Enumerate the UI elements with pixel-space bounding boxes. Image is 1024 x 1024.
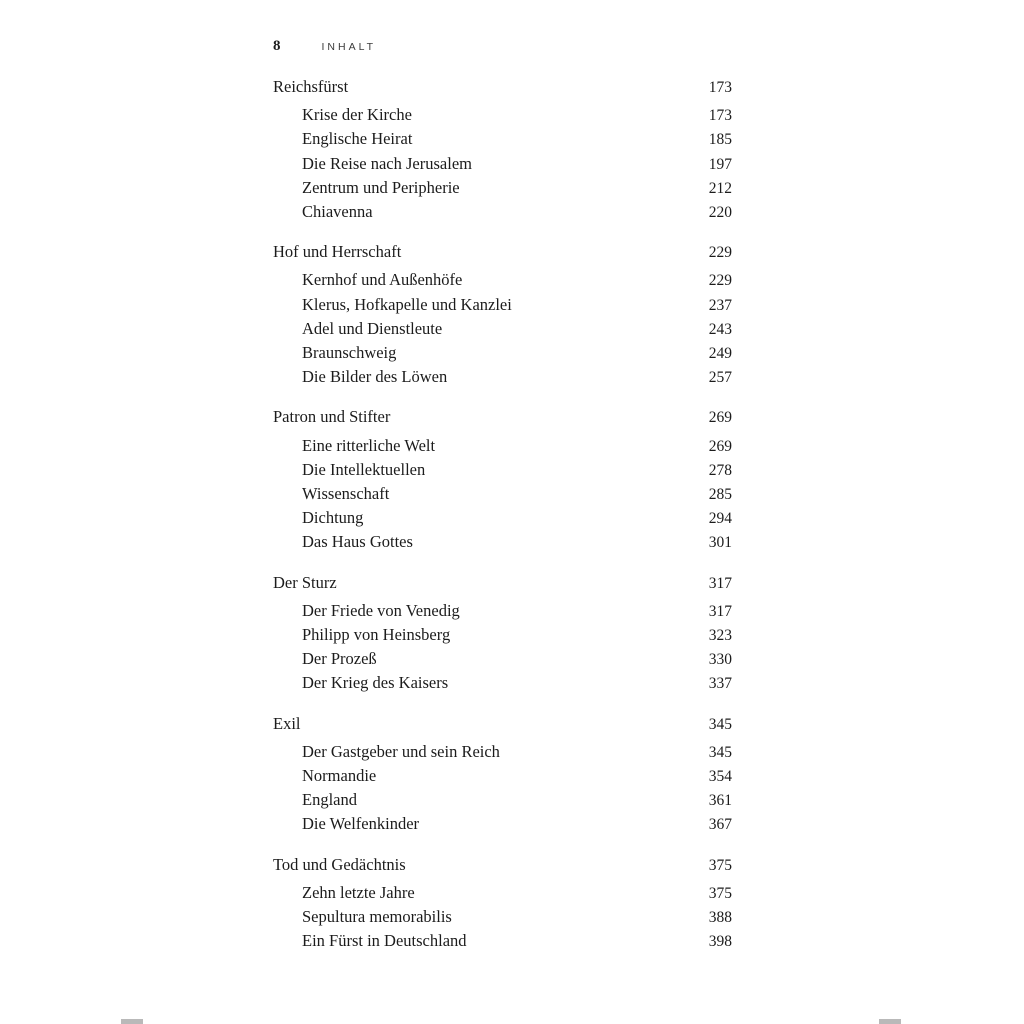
toc-entry-row: [273, 268, 732, 292]
toc-entry-label: Krise der Kirche: [302, 105, 412, 125]
toc-entry-row: [273, 740, 732, 764]
toc-section: [273, 571, 732, 696]
toc-page-number: 301: [708, 534, 732, 552]
toc-page-number: 330: [708, 651, 732, 669]
toc-page-number: 243: [708, 320, 732, 338]
toc-section-row: [273, 571, 732, 595]
toc-page-number: 269: [708, 437, 732, 455]
toc-entry-label: Philipp von Heinsberg: [302, 625, 451, 645]
toc-entry-label: England: [302, 790, 357, 810]
toc-section-label: Der Sturz: [273, 572, 337, 592]
toc-entry-row: [273, 764, 732, 788]
toc-section: [273, 405, 732, 554]
toc-entry-label: Der Friede von Venedig: [302, 600, 460, 620]
toc-entry-label: Die Bilder des Löwen: [302, 367, 448, 387]
toc-entry-label: Zentrum und Peripherie: [302, 177, 460, 197]
toc-entry-label: Eine ritterliche Welt: [302, 435, 436, 455]
toc-section-row: [273, 853, 732, 877]
toc-section: [273, 712, 732, 837]
toc-page-number: 278: [708, 461, 732, 479]
toc-entry-row: [273, 365, 732, 389]
crop-mark-right: [879, 1019, 901, 1024]
toc-entry-label: Ein Fürst in Deutschland: [302, 931, 467, 951]
toc-entry-label: Die Welfenkinder: [302, 814, 420, 834]
running-head: [273, 38, 732, 55]
toc-entry-label: Die Reise nach Jerusalem: [302, 153, 472, 173]
toc-page-number: 337: [708, 675, 732, 693]
toc-section-row: [273, 75, 732, 99]
toc-section-label: Tod und Gedächtnis: [273, 854, 406, 874]
table-of-contents: [273, 75, 732, 954]
toc-section: [273, 853, 732, 954]
toc-section-label: Patron und Stifter: [273, 407, 391, 427]
toc-page-number: 361: [708, 792, 732, 810]
toc-section-row: [273, 405, 732, 429]
toc-section-label: Reichsfürst: [273, 77, 349, 96]
toc-entry-row: [273, 812, 732, 836]
toc-entry-row: [273, 200, 732, 224]
toc-page-number: 173: [708, 79, 732, 96]
toc-entry-row: [273, 881, 732, 905]
toc-entry-label: Der Krieg des Kaisers: [302, 673, 449, 693]
toc-page-number: 375: [708, 856, 732, 874]
toc-page-number: 197: [708, 155, 732, 173]
toc-page-number: 185: [708, 131, 732, 149]
running-title: INHALT: [321, 41, 377, 53]
toc-entry-label: Klerus, Hofkapelle und Kanzlei: [302, 294, 512, 314]
toc-entry-label: Adel und Dienstleute: [302, 318, 443, 338]
toc-entry-row: [273, 671, 732, 695]
toc-entry-row: [273, 506, 732, 530]
toc-entry-row: [273, 293, 732, 317]
toc-page-number: 317: [708, 602, 732, 620]
toc-entry-label: Der Gastgeber und sein Reich: [302, 741, 500, 761]
toc-page-number: 285: [708, 486, 732, 504]
toc-section-label: Hof und Herrschaft: [273, 242, 402, 262]
toc-entry-row: [273, 905, 732, 929]
toc-page-number: 317: [708, 574, 732, 592]
toc-entry-label: Zehn letzte Jahre: [302, 882, 415, 902]
toc-entry-label: Chiavenna: [302, 202, 373, 222]
toc-page-number: 229: [708, 244, 732, 262]
toc-page-number: 354: [708, 768, 732, 786]
toc-page-number: 257: [708, 369, 732, 387]
toc-page-number: 237: [708, 296, 732, 314]
toc-content: [273, 38, 732, 970]
toc-entry-row: [273, 317, 732, 341]
toc-page-number: 375: [708, 884, 732, 902]
toc-entry-label: Kernhof und Außenhöfe: [302, 270, 463, 290]
toc-entry-label: Normandie: [302, 766, 377, 786]
toc-section-row: [273, 240, 732, 264]
toc-entry-row: [273, 482, 732, 506]
toc-entry-row: [273, 458, 732, 482]
toc-section-label: Exil: [273, 713, 301, 733]
toc-page-number: 345: [708, 715, 732, 733]
toc-page-number: 269: [708, 409, 732, 427]
toc-entry-row: [273, 176, 732, 200]
toc-page-number: 388: [708, 909, 732, 927]
toc-entry-label: Der Prozeß: [302, 649, 377, 669]
toc-entry-row: [273, 929, 732, 953]
toc-entry-label: Das Haus Gottes: [302, 532, 413, 552]
toc-page-number: 294: [708, 510, 732, 528]
toc-section-row: [273, 712, 732, 736]
toc-page-number: 345: [708, 743, 732, 761]
toc-entry-row: [273, 647, 732, 671]
toc-entry-row: [273, 127, 732, 151]
toc-entry-label: Englische Heirat: [302, 129, 413, 149]
toc-entry-row: [273, 530, 732, 554]
toc-page-number: 229: [708, 272, 732, 290]
toc-page-number: 398: [708, 933, 732, 951]
page-number: 8: [273, 38, 281, 54]
toc-page-number: 323: [708, 627, 732, 645]
toc-entry-label: Dichtung: [302, 508, 364, 528]
toc-page-number: 220: [708, 204, 732, 222]
toc-page-number: 173: [708, 107, 732, 125]
toc-page-number: 367: [708, 816, 732, 834]
toc-section: [273, 75, 732, 224]
crop-mark-left: [121, 1019, 143, 1024]
toc-entry-label: Die Intellektuellen: [302, 459, 426, 479]
toc-page-number: 249: [708, 345, 732, 363]
toc-page-number: 212: [708, 179, 732, 197]
toc-entry-label: Braunschweig: [302, 343, 397, 363]
toc-entry-row: [273, 599, 732, 623]
toc-entry-label: Sepultura memorabilis: [302, 907, 452, 927]
toc-section: [273, 240, 732, 389]
toc-entry-row: [273, 103, 732, 127]
toc-entry-row: [273, 623, 732, 647]
toc-entry-row: [273, 788, 732, 812]
toc-entry-row: [273, 152, 732, 176]
toc-entry-row: [273, 434, 732, 458]
toc-entry-label: Wissenschaft: [302, 484, 390, 504]
toc-entry-row: [273, 341, 732, 365]
